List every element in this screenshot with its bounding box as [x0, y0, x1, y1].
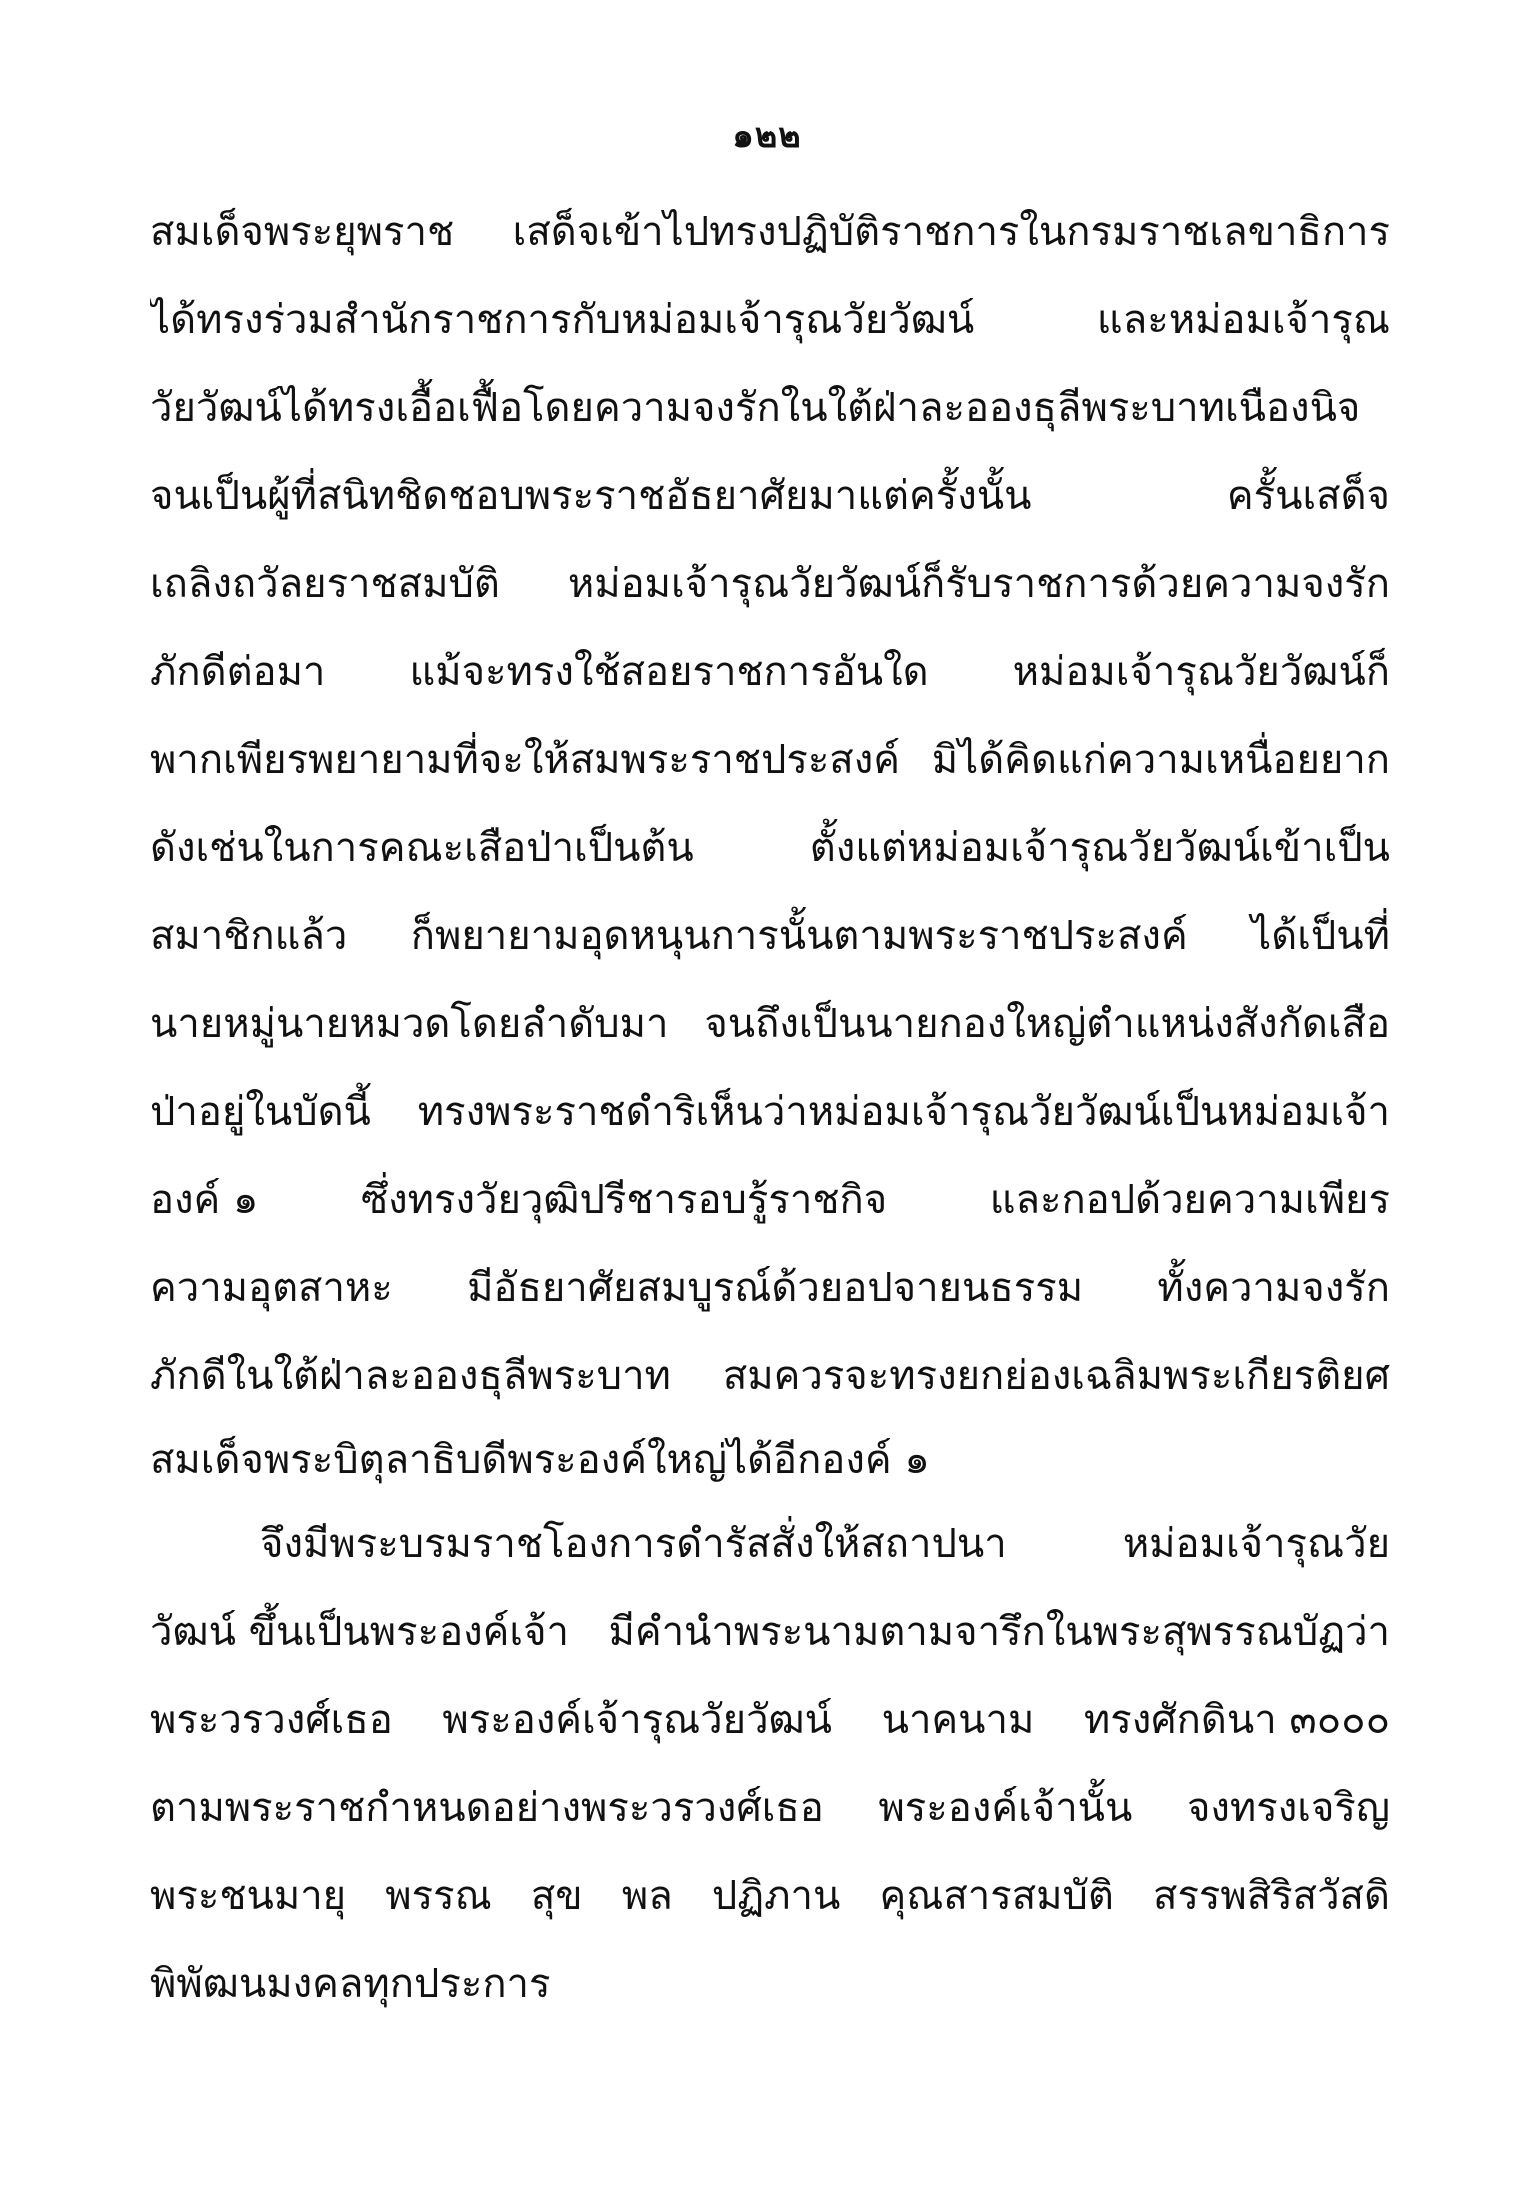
text-segment: ทั้งความจงรัก — [1157, 1265, 1390, 1311]
text-segment: วัฒน์ ขึ้นเป็นพระองค์เจ้า — [150, 1609, 569, 1655]
text-segment: และหม่อมเจ้ารุณ — [1096, 297, 1390, 343]
text-segment: หม่อมเจ้ารุณวัยวัฒน์ก็รับราชการด้วยความจงรัก — [567, 561, 1390, 607]
text-segment: จนถึงเป็นนายกองใหญ่ตำแหน่งสังกัดเสือ — [704, 1001, 1390, 1047]
text-segment: วัยวัฒน์ได้ทรงเอื้อเฟื้อโดยความจงรักในใต้ฝ่าละอองธุลีพระบาทเนืองนิจ — [150, 385, 1361, 431]
text-line — [150, 1156, 1390, 1244]
text-line — [150, 892, 1390, 980]
text-segment: พระวรวงศ์เธอ — [150, 1697, 393, 1743]
text-line — [150, 1244, 1390, 1332]
text-segment: พากเพียรพยายามที่จะให้สมพระราชประสงค์ — [150, 737, 900, 783]
text-segment: คุณสารสมบัติ — [879, 1873, 1114, 1919]
text-segment: พรรณ — [385, 1873, 492, 1919]
text-segment: ครั้นเสด็จ — [1226, 473, 1390, 519]
text-segment: ป่าอยู่ในบัดนี้ — [150, 1089, 371, 1135]
text-segment: พระองค์เจ้ารุณวัยวัฒน์ — [442, 1697, 833, 1743]
text-segment: ก็พยายามอุดหนุนการนั้นตามพระราชประสงค์ — [410, 913, 1188, 959]
text-segment: มีอัธยาศัยสมบูรณ์ด้วยอปจายนธรรม — [467, 1265, 1084, 1311]
text-line — [150, 1420, 1390, 1500]
text-line — [150, 540, 1390, 628]
text-segment: ปฏิภาน — [711, 1873, 841, 1919]
text-segment: เถลิงถวัลยราชสมบัติ — [150, 561, 500, 607]
text-segment: หม่อมเจ้ารุณวัย — [1122, 1521, 1390, 1567]
text-segment: นายหมู่นายหมวดโดยลำดับมา — [150, 1001, 669, 1047]
text-segment: สรรพสิริสวัสดิ — [1153, 1873, 1390, 1919]
text-segment: องค์ ๑ — [150, 1177, 259, 1223]
text-segment: ได้ทรงร่วมสำนักราชการกับหม่อมเจ้ารุณวัยวัฒน์ — [150, 297, 975, 343]
text-segment: ภักดีต่อมา — [150, 649, 326, 695]
text-line — [150, 1852, 1390, 1940]
text-line — [150, 1500, 1390, 1588]
text-line — [150, 1332, 1390, 1420]
text-line — [150, 276, 1390, 364]
text-segment: ทรงศักดินา ๓๐๐๐ — [1083, 1697, 1390, 1743]
text-segment: หม่อมเจ้ารุณวัยวัฒน์ก็ — [1012, 649, 1390, 695]
text-segment: สมเด็จพระบิตุลาธิบดีพระองค์ใหญ่ได้อีกองค์ ๑ — [150, 1437, 930, 1483]
text-segment: จึงมีพระบรมราชโองการดำรัสสั่งให้สถาปนา — [260, 1521, 1007, 1567]
text-segment: ตามพระราชกำหนดอย่างพระวรวงศ์เธอ — [150, 1785, 824, 1831]
text-segment: นาคนาม — [881, 1697, 1035, 1743]
text-segment: ซึ่งทรงวัยวุฒิปรีชารอบรู้ราชกิจ — [360, 1177, 888, 1223]
text-segment: มิได้คิดแก่ความเหนื่อยยาก — [931, 737, 1390, 783]
text-line — [150, 452, 1390, 540]
text-line — [150, 1764, 1390, 1852]
text-line — [150, 716, 1390, 804]
text-line — [150, 1676, 1390, 1764]
text-segment: สมควรจะทรงยกย่องเฉลิมพระเกียรติยศ — [722, 1353, 1390, 1399]
text-segment: พระชนมายุ — [150, 1873, 347, 1919]
text-segment: ทรงพระราชดำริเห็นว่าหม่อมเจ้ารุณวัยวัฒน์เป็นหม่อมเจ้า — [417, 1089, 1390, 1135]
text-line — [150, 1940, 1390, 2028]
text-line — [150, 804, 1390, 892]
text-segment: เสด็จเข้าไปทรงปฏิบัติราชการในกรมราชเลขาธิการ — [512, 209, 1390, 255]
text-line — [150, 188, 1390, 276]
text-segment: สมาชิกแล้ว — [150, 913, 348, 959]
text-segment: พล — [621, 1873, 673, 1919]
text-segment: ภักดีในใต้ฝ่าละอองธุลีพระบาท — [150, 1353, 671, 1399]
body-text — [150, 188, 1390, 2028]
text-segment: ได้เป็นที่ — [1251, 913, 1390, 959]
text-segment: จนเป็นผู้ที่สนิทชิดชอบพระราชอัธยาศัยมาแต่ครั้งนั้น — [150, 473, 1032, 519]
text-segment: สมเด็จพระยุพราช — [150, 209, 455, 255]
text-segment: และกอปด้วยความเพียร — [989, 1177, 1390, 1223]
text-segment: พิพัฒนมงคลทุกประการ — [150, 1961, 551, 2007]
page-number: ๑๒๒ — [732, 116, 802, 156]
text-line — [150, 364, 1390, 452]
text-segment: แม้จะทรงใช้สอยราชการอันใด — [409, 649, 929, 695]
text-line — [150, 1588, 1390, 1676]
text-segment: จงทรงเจริญ — [1186, 1785, 1390, 1831]
text-line — [150, 1068, 1390, 1156]
text-segment: ตั้งแต่หม่อมเจ้ารุณวัยวัฒน์เข้าเป็น — [809, 825, 1390, 871]
text-segment: ความอุตสาหะ — [150, 1265, 393, 1311]
text-segment: สุข — [530, 1873, 583, 1919]
text-line — [150, 628, 1390, 716]
text-segment: มีคำนำพระนามตามจารึกในพระสุพรรณบัฏว่า — [608, 1609, 1390, 1655]
text-segment: พระองค์เจ้านั้น — [878, 1785, 1133, 1831]
text-segment: ดังเช่นในการคณะเสือป่าเป็นต้น — [150, 825, 694, 871]
text-line — [150, 980, 1390, 1068]
